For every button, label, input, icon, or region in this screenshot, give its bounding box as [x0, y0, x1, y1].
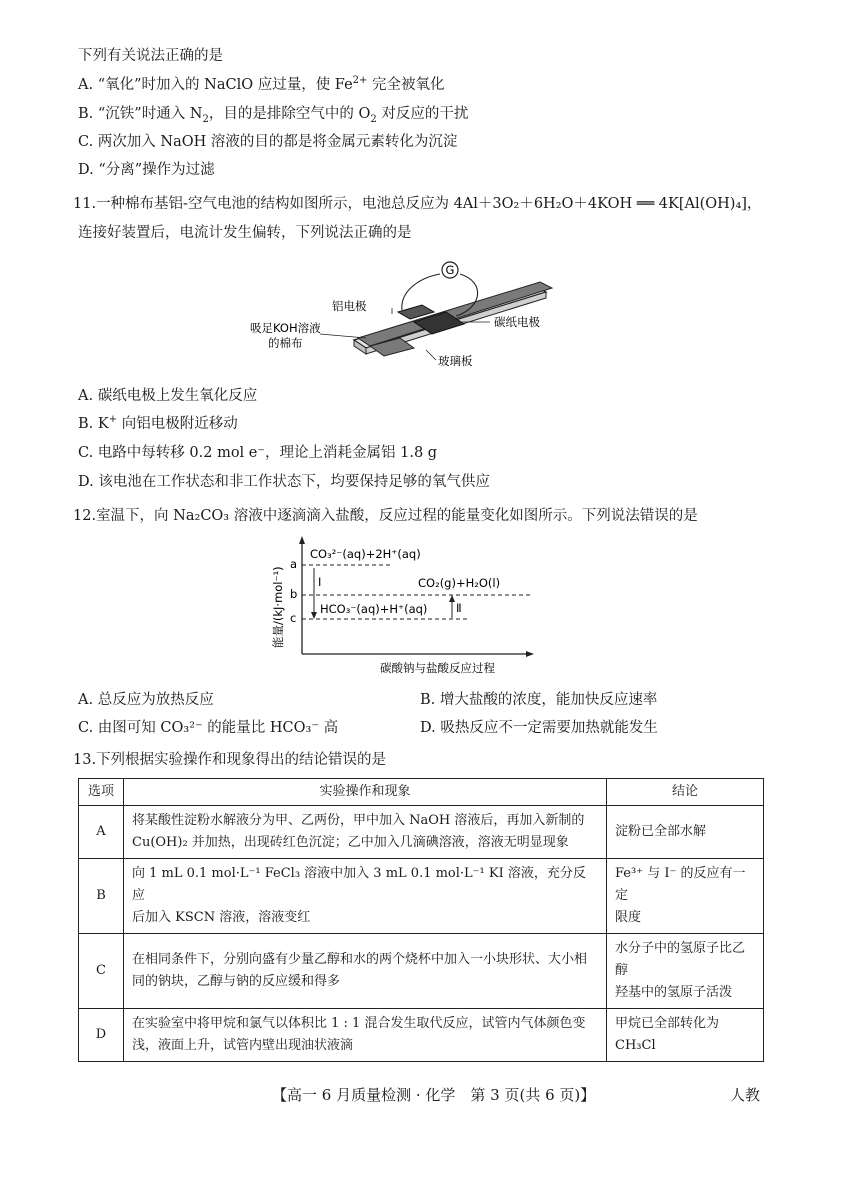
q12-stem: 12.室温下，向 Na₂CO₃ 溶液中逐滴滴入盐酸，反应过程的能量变化如图所示。下列说法错误的是: [73, 508, 698, 524]
level-c-label: c: [290, 611, 297, 625]
row-operation: 向 1 mL 0.1 mol·L⁻¹ FeCl₃ 溶液中加入 3 mL 0.1 mol·L⁻¹ KI 溶液，充分反应 后加入 KSCN 溶液，溶液变红: [124, 859, 607, 934]
row-option: C: [79, 934, 124, 1009]
q10-stem: 下列有关说法正确的是: [78, 48, 223, 64]
q11-option-a: A. 碳纸电极上发生氧化反应: [78, 388, 258, 404]
page-footer: 【高一 6 月质量检测 · 化学 第 3 页(共 6 页)】: [272, 1086, 596, 1104]
q10-option-a: A. “氧化”时加入的 NaClO 应过量，使 $Fe^{2+}$ 完全被氧化: [78, 75, 445, 93]
label-cotton-1: 吸足KOH溶液: [250, 321, 321, 335]
cotton-cloth: [358, 282, 552, 346]
energy-ylabel: 能量/(kJ·mol⁻¹): [271, 566, 285, 648]
level-b-label: b: [290, 587, 298, 601]
q12-option-d: D. 吸热反应不一定需要加热就能发生: [420, 720, 658, 736]
row-option: D: [79, 1009, 124, 1062]
row-conclusion: 甲烷已全部转化为 CH₃Cl: [607, 1009, 764, 1062]
q11-stem-line2: 连接好装置后，电流计发生偏转，下列说法正确的是: [78, 225, 412, 241]
row-conclusion: Fe³⁺ 与 I⁻ 的反应有一定 限度: [607, 859, 764, 934]
battery-diagram: [250, 252, 570, 370]
row-option: B: [79, 859, 124, 934]
table-row: [79, 859, 764, 934]
table-row: [79, 934, 764, 1009]
species-a: CO₃²⁻(aq)+2H⁺(aq): [310, 547, 421, 561]
arrow-I-label: Ⅰ: [318, 575, 322, 589]
q11-stem-line1: 11.一种棉布基铝-空气电池的结构如图所示，电池总反应为 4Al＋3O₂＋6H₂O＋4KOH ══ 4K[Al(OH)₄]，: [73, 196, 762, 212]
table-row: [79, 806, 764, 859]
table-header-row: [79, 779, 764, 806]
energy-diagram: [268, 536, 538, 676]
q11-option-c: C. 电路中每转移 0.2 mol e⁻，理论上消耗金属铝 1.8 g: [78, 445, 438, 461]
row-operation: 将某酸性淀粉水解液分为甲、乙两份，甲中加入 NaOH 溶液后，再加入新制的 Cu(OH)₂ 并加热，出现砖红色沉淀；乙中加入几滴碘溶液，溶液无明显现象: [124, 806, 607, 859]
label-cotton-2: 的棉布: [268, 336, 303, 350]
edition-label: 人教: [730, 1086, 761, 1104]
q11-option-b: B. K+ 向铝电极附近移动: [78, 414, 238, 432]
q12-option-c: C. 由图可知 CO₃²⁻ 的能量比 HCO₃⁻ 高: [78, 720, 339, 736]
species-c: HCO₃⁻(aq)+H⁺(aq): [320, 602, 428, 616]
q12-option-b: B. 增大盐酸的浓度，能加快反应速率: [420, 692, 658, 708]
q10-option-b: B. “沉铁”时通入 $N_2$，目的是排除空气中的 $O_2$ 对反应的干扰: [78, 106, 469, 125]
level-a-label: a: [290, 557, 298, 571]
row-operation: 在相同条件下，分别向盛有少量乙醇和水的两个烧杯中加入一小块形状、大小相 同的钠块，乙醇与钠的反应缓和得多: [124, 934, 607, 1009]
label-aluminum: 铝电极: [332, 299, 367, 313]
row-conclusion: 淀粉已全部水解: [607, 806, 764, 859]
q11-option-d: D. 该电池在工作状态和非工作状态下，均要保持足够的氧气供应: [78, 474, 490, 490]
svg-text:G: G: [445, 263, 455, 277]
row-conclusion: 水分子中的氢原子比乙醇 羟基中的氢原子活泼: [607, 934, 764, 1009]
row-operation: 在实验室中将甲烷和氯气以体积比 1 : 1 混合发生取代反应，试管内气体颜色变 浅，液面上升，试管内壁出现油状液滴: [124, 1009, 607, 1062]
header-operation: 实验操作和现象: [124, 779, 607, 806]
species-b: CO₂(g)+H₂O(l): [418, 576, 501, 590]
q13-stem: 13.下列根据实验操作和现象得出的结论错误的是: [73, 752, 387, 768]
label-glass: 玻璃板: [438, 354, 473, 368]
experiment-table: [78, 778, 764, 1062]
arrow-II-label: Ⅱ: [456, 601, 462, 615]
header-conclusion: 结论: [607, 779, 764, 806]
q12-option-a: A. 总反应为放热反应: [78, 692, 214, 708]
label-carbon: 碳纸电极: [494, 315, 540, 329]
row-option: A: [79, 806, 124, 859]
q10-option-d: D. “分离”操作为过滤: [78, 162, 215, 178]
energy-xlabel: 碳酸钠与盐酸反应过程: [380, 661, 495, 675]
q10-option-c: C. 两次加入 NaOH 溶液的目的都是将金属元素转化为沉淀: [78, 134, 458, 150]
header-option: 选项: [79, 779, 124, 806]
table-row: [79, 1009, 764, 1062]
